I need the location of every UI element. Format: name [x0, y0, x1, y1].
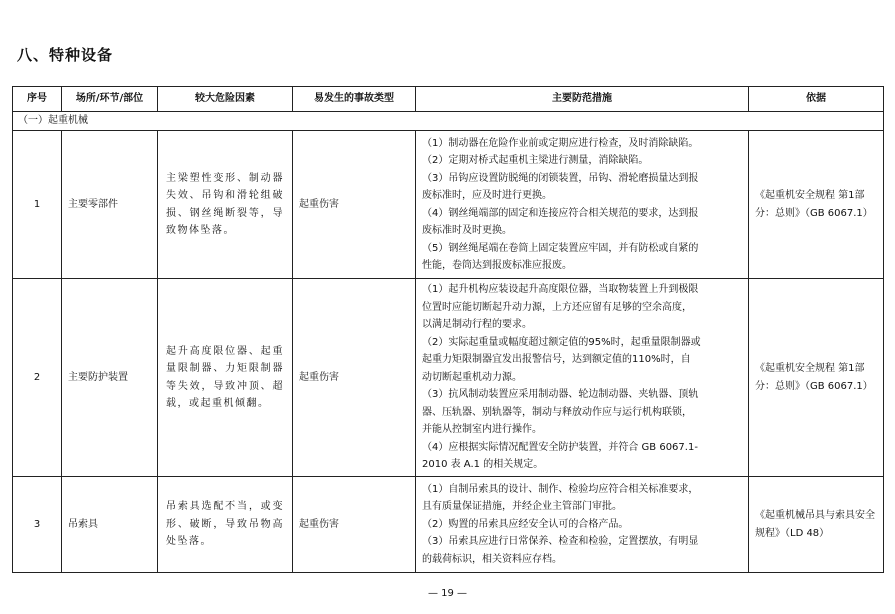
row-measures — [416, 131, 749, 279]
measure-line: 起重力矩限制器宜发出报警信号，达到额定值的110%时，自 — [422, 354, 691, 366]
row-location: 吊索具 — [62, 477, 158, 573]
hazard-table — [12, 86, 884, 573]
table-row — [13, 131, 884, 279]
measure-line: 废标准时及时更换。 — [422, 225, 512, 236]
row-no: 1 — [13, 131, 62, 279]
measure-line: 器、压轨器、别轨器等，制动与释放动作应与运行机构联锁， — [422, 406, 692, 418]
row-location: 主要零部件 — [62, 131, 158, 279]
row-accident: 起重伤害 — [293, 279, 416, 477]
row-accident: 起重伤害 — [293, 131, 416, 279]
row-measures — [416, 477, 749, 573]
measure-line: 的载荷标识，相关资料应存档。 — [422, 553, 562, 565]
row-accident: 起重伤害 — [293, 477, 416, 573]
measure-line: （3）吊索具应进行日常保养、检查和检验，定置摆放，有明显 — [422, 536, 699, 548]
header-location: 场所/环节/部位 — [62, 87, 158, 112]
category-row — [13, 112, 884, 131]
measure-line: （4）钢丝绳端部的固定和连接应符合相关规范的要求，达到报 — [422, 207, 699, 219]
measure-line: （4）应根据实际情况配置安全防护装置，并符合 GB 6067.1- — [422, 441, 698, 453]
header-no: 序号 — [13, 87, 62, 112]
measure-line: （1）制动器在危险作业前或定期应进行检查，及时消除缺陷。 — [422, 137, 699, 149]
row-hazard: 主梁塑性变形、制动器失效、吊钩和滑轮组破损、钢丝绳断裂等，导致物体坠落。 — [158, 131, 293, 279]
measure-line: （1）自制吊索具的设计、制作、检验均应符合相关标准要求， — [422, 483, 699, 495]
row-no: 2 — [13, 279, 62, 477]
measure-line: （2）购置的吊索具应经安全认可的合格产品。 — [422, 518, 629, 530]
measure-line: （1）起升机构应装设起升高度限位器，当取物装置上升到极限 — [422, 284, 699, 296]
row-location: 主要防护装置 — [62, 279, 158, 477]
row-basis: 《起重机安全规程 第1部分：总则》（GB 6067.1） — [749, 279, 884, 477]
section-title: 八、特种设备 — [17, 46, 114, 64]
measure-line: 2010 表 A.1 的相关规定。 — [422, 459, 544, 471]
row-basis: 《起重机安全规程 第1部分：总则》（GB 6067.1） — [749, 131, 884, 279]
measure-line: 性能，卷筒达到报废标准应报废。 — [422, 260, 572, 271]
measure-line: 位置时应能切断起升动力源，上方还应留有足够的空余高度， — [422, 301, 692, 313]
measure-line: （3）吊钩应设置防脱绳的闭锁装置，吊钩、滑轮磨损量达到报 — [422, 172, 699, 184]
header-basis: 依据 — [749, 87, 884, 112]
measure-line: 且有质量保证措施，并经企业主管部门审批。 — [422, 501, 622, 513]
table-row — [13, 477, 884, 573]
header-accident: 易发生的事故类型 — [293, 87, 416, 112]
row-basis: 《起重机械吊具与索具安全规程》（LD 48） — [749, 477, 884, 573]
row-no: 3 — [13, 477, 62, 573]
measure-line: （2）实际起重量或幅度超过额定值的95%时，起重量限制器或 — [422, 336, 701, 348]
header-hazard: 较大危险因素 — [158, 87, 293, 112]
category-label: （一）起重机械 — [13, 112, 884, 131]
row-hazard: 起升高度限位器、起重量限制器、力矩限制器等失效，导致冲顶、超载，或起重机倾翻。 — [158, 279, 293, 477]
row-hazard: 吊索具选配不当，或变形、破断，导致吊物高处坠落。 — [158, 477, 293, 573]
measure-line: 以满足制动行程的要求。 — [422, 319, 532, 331]
measure-line: （2）定期对桥式起重机主梁进行测量，消除缺陷。 — [422, 155, 649, 166]
measure-line: 并能从控制室内进行操作。 — [422, 424, 542, 436]
page-number: — 19 — — [427, 588, 468, 599]
header-measures: 主要防范措施 — [416, 87, 749, 112]
table-header-row — [13, 87, 884, 112]
measure-line: （5）钢丝绳尾端在卷筒上固定装置应牢固，并有防松或自紧的 — [422, 242, 699, 254]
measure-line: 废标准时，应及时进行更换。 — [422, 190, 552, 201]
row-measures — [416, 279, 749, 477]
measure-line: 动切断起重机动力源。 — [422, 371, 522, 383]
measure-line: （3）抗风制动装置应采用制动器、轮边制动器、夹轨器、顶轨 — [422, 389, 699, 401]
table-row — [13, 279, 884, 477]
